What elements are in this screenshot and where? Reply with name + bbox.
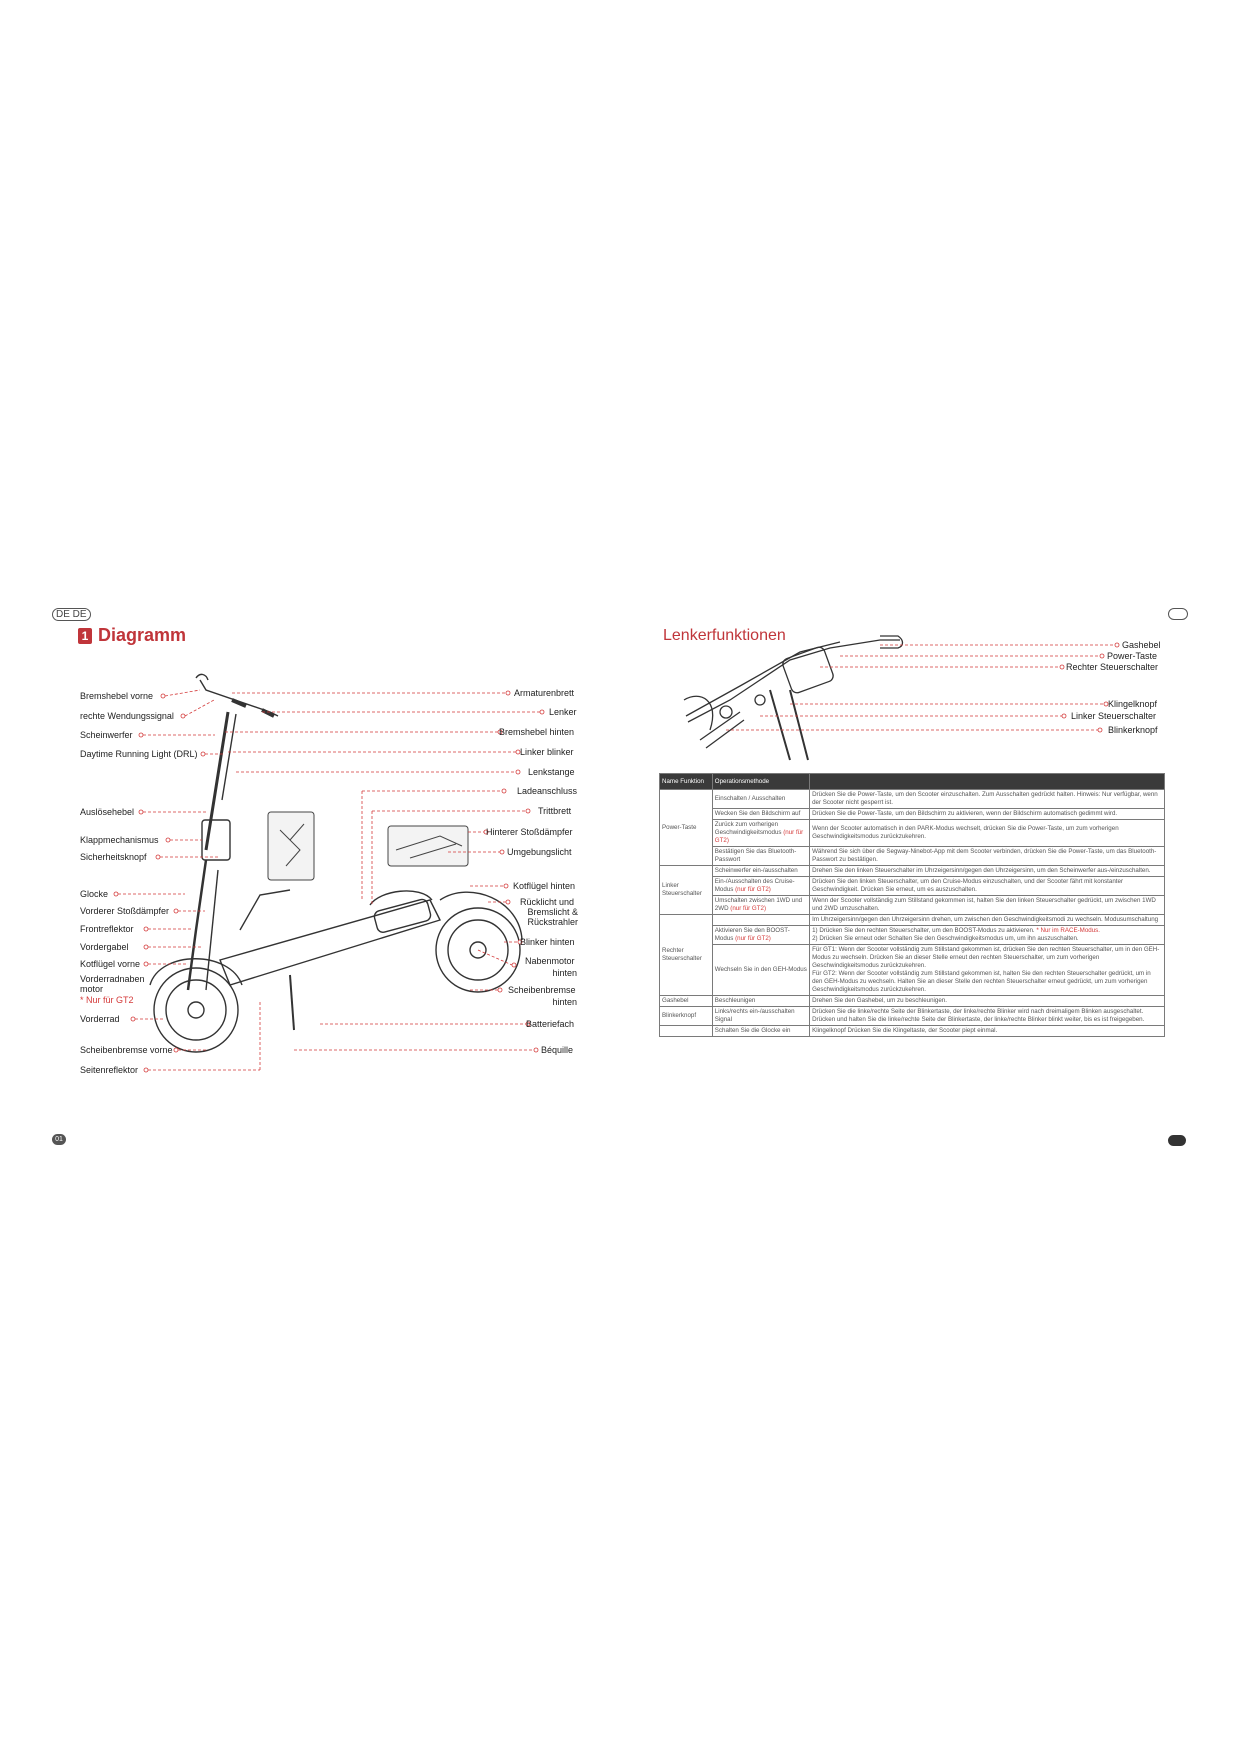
handlebar-functions-title: Lenkerfunktionen bbox=[663, 627, 786, 644]
table-row bbox=[660, 790, 1165, 809]
label-klingelknopf: Klingelknopf bbox=[1108, 699, 1158, 709]
row-desc-text-2: Drücken Sie die Klingeltaste, der Scooter piept einmal. bbox=[847, 1027, 998, 1034]
row-name-rechter-steuerschalter: Rechter Steuerschalter bbox=[660, 915, 713, 996]
row-desc bbox=[810, 945, 1165, 996]
row-desc-text-2: Drücken und halten Sie die linke/rechte Seite der Blinkertaste, der linke/rechte Blinker blinkt weiter, bis es ist freigegeben. bbox=[812, 1016, 1145, 1023]
page-number-left: 01 bbox=[52, 1134, 66, 1145]
row-func-text: Ein-/Ausschalten des Cruise-Modus bbox=[714, 878, 795, 893]
label-rechte-wendungssignal: rechte Wendungssignal bbox=[80, 711, 174, 721]
row-func-text: Aktivieren Sie den BOOST-Modus bbox=[714, 927, 790, 942]
table-row bbox=[660, 996, 1165, 1007]
row-func bbox=[712, 926, 809, 945]
label-vorderradnaben: Vorderradnaben bbox=[80, 974, 145, 984]
header-name-funktion: Name Funktion bbox=[660, 774, 713, 790]
table-row bbox=[660, 866, 1165, 877]
label-vorderrad: Vorderrad bbox=[80, 1014, 120, 1024]
label-scheibenbremse-vorne: Scheibenbremse vorne bbox=[80, 1045, 173, 1055]
label-bequille: Béquille bbox=[541, 1045, 574, 1055]
row-desc: Während Sie sich über die Segway-Ninebot-App mit dem Scooter verbinden, drücken Sie die Power-Taste, um das Bluetooth-Passwort zu bestätigen. bbox=[810, 847, 1165, 866]
label-lenker: Lenker bbox=[549, 707, 577, 717]
row-func-text: Zurück zum vorherigen Geschwindigkeitsmodus bbox=[714, 821, 782, 836]
label-nabenmotor-hinten: hinten bbox=[552, 968, 577, 978]
row-desc-text: Klingelknopf bbox=[812, 1027, 846, 1034]
label-rechter-steuerschalter: Rechter Steuerschalter bbox=[1066, 662, 1159, 672]
row-func: Scheinwerfer ein-/ausschalten bbox=[712, 866, 809, 877]
label-motor: motor bbox=[80, 984, 104, 994]
label-power-taste: Power-Taste bbox=[1107, 651, 1158, 661]
row-name-power-taste: Power-Taste bbox=[660, 790, 713, 866]
row-desc-text: Für GT1: Wenn der Scooter vollständig zum Stillstand gekommen ist, drücken Sie den rechten Steuerschalter, um in den GEH-Modus zu wechseln. Drücken Sie an dieser Stelle erneut den rechten Steuerschalter, um zum vorherigen Geschwindigkeitsmodus zurückzukehren. bbox=[812, 946, 1160, 969]
header-description bbox=[810, 774, 1165, 790]
table-row bbox=[660, 915, 1165, 926]
label-hinterer-stossdaempfer: Hinterer Stoßdämpfer bbox=[486, 827, 573, 837]
row-desc: Wenn der Scooter automatisch in den PARK-Modus wechselt, drücken Sie die Power-Taste, um zum vorherigen Geschwindigkeitsmodus zurückzukehren. bbox=[810, 820, 1165, 847]
label-kotfluegel-hinten: Kotflügel hinten bbox=[513, 881, 576, 891]
row-func: Beschleunigen bbox=[712, 996, 809, 1007]
label-vordergabel: Vordergabel bbox=[80, 942, 129, 952]
table-row bbox=[660, 820, 1165, 847]
label-scheibenbremse-hinten: hinten bbox=[552, 997, 577, 1007]
row-desc: Wenn der Scooter vollständig zum Stillstand gekommen ist, halten Sie den linken Steuerschalter gedrückt, um zwischen 1WD und 2WD umzuschalten. bbox=[810, 896, 1165, 915]
row-desc-text-2: Für GT2: Wenn der Scooter vollständig zum Stillstand gekommen ist, halten Sie den rechten Steuerschalter gedrückt, um in den GEH-Modus zu wechseln. Halten Sie an dieser Stelle den rechten Steuerschalter erneut gedrückt, um zum vorherigen Geschwindigkeitsmodus zurückzukehren. bbox=[812, 970, 1151, 993]
row-func-note: (nur für GT2) bbox=[730, 905, 767, 912]
row-name-blinkerknopf: Blinkerknopf bbox=[660, 1007, 713, 1026]
row-func bbox=[712, 820, 809, 847]
label-kotfluegel-vorne: Kotflügel vorne bbox=[80, 959, 141, 969]
label-bremslicht: Bremslicht & bbox=[527, 907, 578, 917]
label-ausloesehebel: Auslösehebel bbox=[80, 807, 135, 817]
row-func: Einschalten / Ausschalten bbox=[712, 790, 809, 809]
label-trittbrett: Trittbrett bbox=[538, 806, 572, 816]
row-func: Bestätigen Sie das Bluetooth-Passwort bbox=[712, 847, 809, 866]
table-row bbox=[660, 896, 1165, 915]
row-func: Schalten Sie die Glocke ein bbox=[712, 1026, 809, 1037]
label-batteriefach: Batteriefach bbox=[526, 1019, 575, 1029]
row-func bbox=[712, 896, 809, 915]
label-nur-fuer-gt2: * Nur für GT2 bbox=[80, 995, 134, 1005]
row-desc: Drücken Sie die Power-Taste, um den Scooter einzuschalten. Zum Ausschalten gedrückt halten. Hinweis: Nur verfügbar, wenn der Scooter nicht gesperrt ist. bbox=[810, 790, 1165, 809]
row-func bbox=[712, 915, 809, 926]
functions-table bbox=[659, 773, 1165, 1037]
label-drl: Daytime Running Light (DRL) bbox=[80, 749, 198, 759]
row-name-linker-steuerschalter: Linker Steuerschalter bbox=[660, 866, 713, 915]
table-row bbox=[660, 809, 1165, 820]
label-scheinwerfer: Scheinwerfer bbox=[80, 730, 133, 740]
label-linker-steuerschalter: Linker Steuerschalter bbox=[1071, 711, 1157, 721]
row-desc: Drehen Sie den linken Steuerschalter im Uhrzeigersinn/gegen den Uhrzeigersinn, um den Scheinwerfer aus-/einzuschalten. bbox=[810, 866, 1165, 877]
row-name-gashebel: Gashebel bbox=[660, 996, 713, 1007]
handlebar-illustration bbox=[684, 636, 903, 760]
row-func-note: (nur für GT2) bbox=[714, 829, 804, 844]
label-bremshebel-hinten: Bremshebel hinten bbox=[499, 727, 575, 737]
table-row bbox=[660, 926, 1165, 945]
row-desc bbox=[810, 1026, 1165, 1037]
row-desc: Drücken Sie die Power-Taste, um den Bildschirm zu aktivieren, wenn der Bildschirm automatisch gedimmt wird. bbox=[810, 809, 1165, 820]
label-vorderer-stossdaempfer: Vorderer Stoßdämpfer bbox=[80, 906, 170, 916]
table-header-row bbox=[660, 774, 1165, 790]
row-desc-text: Drücken Sie die linke/rechte Seite der Blinkertaste, der linke/rechte Blinker wird nach dreimaligem Blinken ausgeschaltet. bbox=[812, 1008, 1144, 1015]
row-func-note: (nur für GT2) bbox=[735, 886, 771, 893]
table-row bbox=[660, 945, 1165, 996]
row-desc bbox=[810, 1007, 1165, 1026]
label-linker-blinker: Linker blinker bbox=[520, 747, 574, 757]
row-desc: Drehen Sie den Gashebel, um zu beschleunigen. bbox=[810, 996, 1165, 1007]
label-blinkerknopf: Blinkerknopf bbox=[1108, 725, 1158, 735]
label-glocke: Glocke bbox=[80, 889, 109, 899]
handlebar-leader-lines bbox=[726, 645, 1115, 730]
row-func-text: Umschalten zwischen 1WD und 2WD bbox=[714, 897, 803, 912]
row-func: Wecken Sie den Bildschirm auf bbox=[712, 809, 809, 820]
table-row bbox=[660, 847, 1165, 866]
label-umgebungslicht: Umgebungslicht bbox=[507, 847, 572, 857]
table-row bbox=[660, 1007, 1165, 1026]
label-blinker-hinten: Blinker hinten bbox=[520, 937, 575, 947]
label-sicherheitsknopf: Sicherheitsknopf bbox=[80, 852, 147, 862]
row-func bbox=[712, 877, 809, 896]
language-badge: DE DE bbox=[52, 608, 91, 621]
label-ruecklicht-und: Rücklicht und bbox=[520, 897, 575, 907]
row-desc-text: 1) Drücken Sie den rechten Steuerschalter, um den BOOST-Modus zu aktivieren. bbox=[812, 927, 1035, 934]
label-gashebel: Gashebel bbox=[1122, 640, 1161, 650]
label-armaturenbrett: Armaturenbrett bbox=[514, 688, 575, 698]
row-func: Wechseln Sie in den GEH-Modus bbox=[712, 945, 809, 996]
label-scheibenbremse: Scheibenbremse bbox=[508, 985, 576, 995]
row-desc-note: * Nur im RACE-Modus. bbox=[1036, 927, 1100, 934]
label-klappmechanismus: Klappmechanismus bbox=[80, 835, 159, 845]
label-lenkstange: Lenkstange bbox=[528, 767, 575, 777]
label-frontreflektor: Frontreflektor bbox=[80, 924, 134, 934]
section-number: 1 bbox=[78, 628, 92, 644]
row-name-empty bbox=[660, 1026, 713, 1037]
table-row bbox=[660, 877, 1165, 896]
label-bremshebel-vorne: Bremshebel vorne bbox=[80, 691, 154, 701]
label-seitenreflektor: Seitenreflektor bbox=[80, 1065, 139, 1075]
row-desc: Im Uhrzeigersinn/gegen den Uhrzeigersinn drehen, um zwischen den Geschwindigkeitsmodi zu wechseln. Modusumschaltung bbox=[810, 915, 1165, 926]
row-desc bbox=[810, 926, 1165, 945]
row-func-note: (nur für GT2) bbox=[735, 935, 771, 942]
section-title-text: Diagramm bbox=[98, 625, 187, 645]
row-func: Links/rechts ein-/ausschalten Signal bbox=[712, 1007, 809, 1026]
label-ladeanschluss: Ladeanschluss bbox=[517, 786, 578, 796]
label-nabenmotor: Nabenmotor bbox=[525, 956, 575, 966]
row-desc: Drücken Sie den linken Steuerschalter, um den Cruise-Modus einzuschalten, und der Scooter fährt mit konstanter Geschwindigkeit. Drücken Sie erneut, um es auszuschalten. bbox=[810, 877, 1165, 896]
row-desc-text-2: 2) Drücken Sie erneut oder Schalten Sie den Geschwindigkeitsmodus um, um ihn auszuschalten. bbox=[812, 935, 1079, 942]
label-rueckstrahler: Rückstrahler bbox=[527, 917, 578, 927]
header-operationsmethode: Operationsmethode bbox=[712, 774, 809, 790]
table-row bbox=[660, 1026, 1165, 1037]
